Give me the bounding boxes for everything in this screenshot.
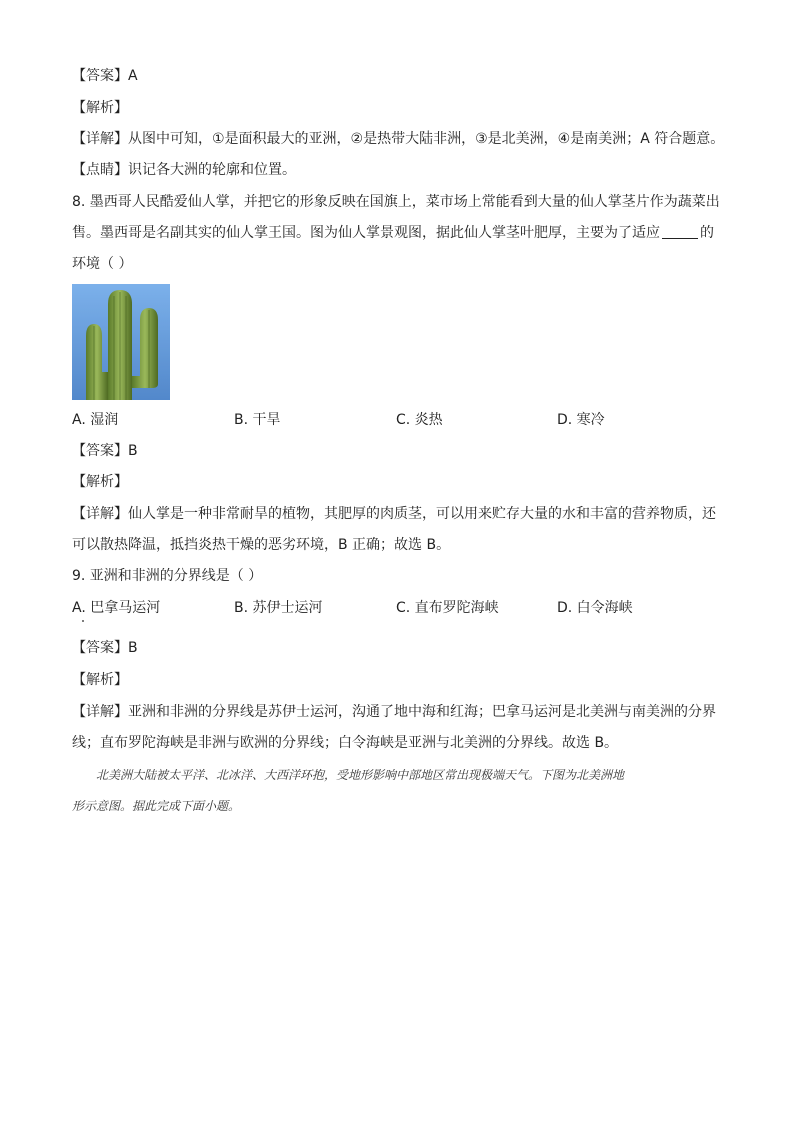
- q8-option-b: B. 干旱: [234, 412, 281, 428]
- answer-tag: 【答案】: [72, 443, 128, 459]
- fill-blank: [662, 224, 698, 239]
- q7-point-line: [72, 160, 296, 180]
- q9-option-b: B. 苏伊士运河: [234, 600, 323, 616]
- q9-option-a: A. 巴拿马运河: [72, 600, 161, 616]
- q8-stem-tail: 的: [700, 225, 714, 241]
- detail-tag: 【详解】: [72, 704, 128, 720]
- answer-tag: 【答案】: [72, 68, 128, 84]
- answer-value: B: [128, 443, 138, 459]
- cactus-illustration: [72, 284, 170, 400]
- q9-option-c: C. 直布罗陀海峡: [396, 600, 499, 616]
- q9-option-d: D. 白令海峡: [557, 600, 633, 616]
- answer-value: A: [128, 68, 138, 84]
- q9-analysis-line: [72, 670, 128, 690]
- q8-analysis-line: [72, 472, 128, 492]
- detail-text: 仙人掌是一种非常耐旱的植物，其肥厚的肉质茎，可以用来贮存大量的水和丰富的营养物质，还: [128, 506, 716, 522]
- detail-text: 亚洲和非洲的分界线是苏伊士运河，沟通了地中海和红海；巴拿马运河是北美洲与南美洲的分界: [128, 704, 716, 720]
- material-line1: 北美洲大陆被太平洋、北冰洋、大西洋环抱，受地形影响中部地区常出现极端天气。下图为北美洲地: [96, 768, 625, 782]
- cactus-photo: [72, 284, 170, 400]
- q8-option-c: C. 炎热: [396, 412, 443, 428]
- stray-dot: [82, 620, 84, 622]
- point-text: 识记各大洲的轮廓和位置。: [128, 162, 296, 178]
- point-tag: 【点睛】: [72, 162, 128, 178]
- detail-text: 从图中可知，①是面积最大的亚洲，②是热带大陆非洲，③是北美洲，④是南美洲；A 符合题意。: [128, 131, 725, 147]
- q8-option-a: A. 湿润: [72, 412, 119, 428]
- q8-answer-line: [72, 441, 138, 461]
- q7-detail-line: [72, 129, 724, 149]
- analysis-tag: 【解析】: [72, 672, 128, 688]
- detail-tag: 【详解】: [72, 131, 128, 147]
- q7-answer-line: [72, 66, 138, 86]
- q8-detail-line1: [72, 504, 716, 524]
- q7-analysis-line: [72, 98, 128, 118]
- q8-stem-line2: [72, 223, 714, 243]
- q8-detail-line2: 可以散热降温，抵挡炎热干燥的恶劣环境，B 正确；故选 B。: [72, 537, 451, 553]
- analysis-tag: 【解析】: [72, 100, 128, 116]
- q8-stem-line3: 环境（ ）: [72, 256, 133, 272]
- detail-tag: 【详解】: [72, 506, 128, 522]
- answer-tag: 【答案】: [72, 640, 128, 656]
- material-line2: 形示意图。据此完成下面小题。: [72, 799, 241, 813]
- q8-option-d: D. 寒冷: [557, 412, 605, 428]
- answer-value: B: [128, 640, 138, 656]
- q9-detail-line1: [72, 702, 716, 722]
- q9-detail-line2: 线；直布罗陀海峡是非洲与欧洲的分界线；白令海峡是亚洲与北美洲的分界线。故选 B。: [72, 735, 619, 751]
- q8-stem-text: 售。墨西哥是名副其实的仙人掌王国。图为仙人掌景观图，据此仙人掌茎叶肥厚，主要为了适应: [72, 225, 660, 241]
- q9-answer-line: [72, 638, 138, 658]
- analysis-tag: 【解析】: [72, 474, 128, 490]
- q9-stem: 9. 亚洲和非洲的分界线是（ ）: [72, 568, 263, 584]
- q8-stem-line1: 8. 墨西哥人民酷爱仙人掌，并把它的形象反映在国旗上，菜市场上常能看到大量的仙人掌茎片作为蔬菜出: [72, 194, 720, 210]
